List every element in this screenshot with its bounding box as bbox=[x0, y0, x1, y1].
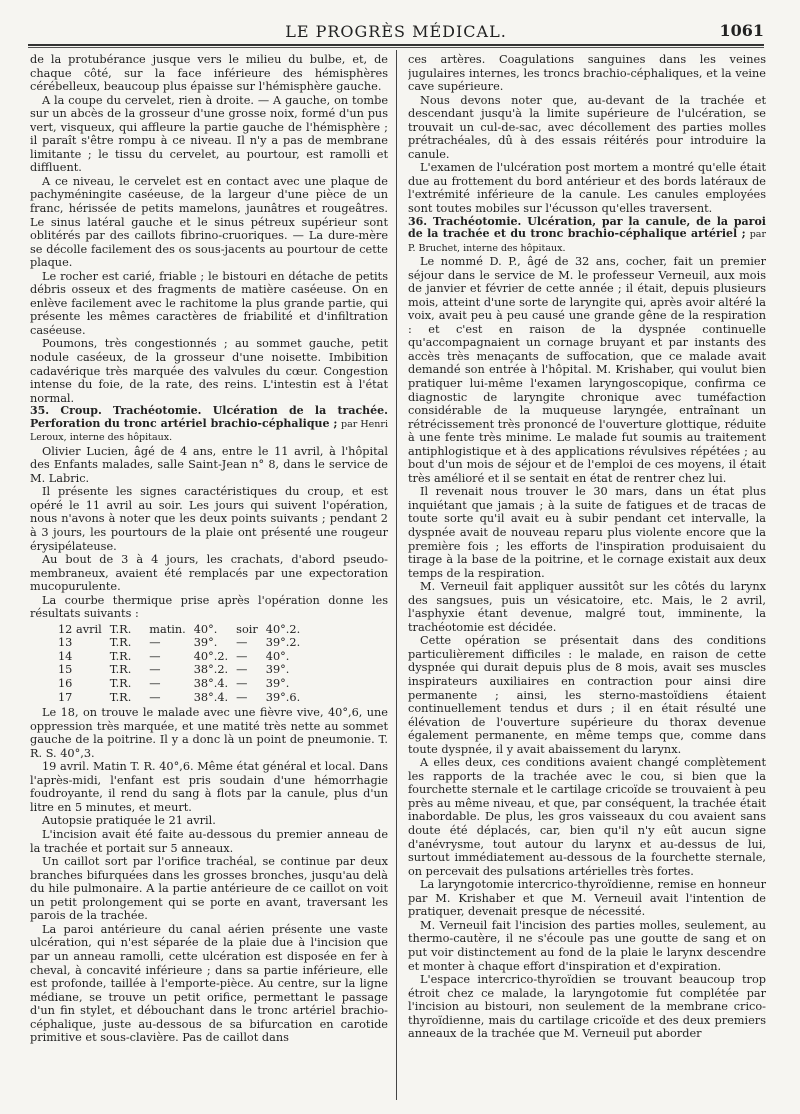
paragraph: La courbe thermique prise après l'opération donne les résultats suivants : bbox=[30, 593, 388, 621]
table-cell: 39°.6. bbox=[265, 690, 301, 704]
table-cell: 39°. bbox=[193, 636, 218, 650]
paragraph: Le nommé D. P., âgé de 32 ans, cocher, fait un premier séjour dans le service de M. le professeur Verneuil, aux mois de janvier et février de cette année ; il était, depuis plusieurs mois, atteint d'une sorte de laryngite qui, après avoir altéré la voix, avait peu à peu causé une grande gêne de la respiration : et c'est en raison de la dyspnée continuelle qu'accompagnaient un cornage bruyant et par instants des accès très menaçants de suffocation, que ce malade avait demandé son entrée à l'hôpital. M. Krishaber, qui voulut bien pratiquer lui-même l'examen laryngoscopique, confirma ce diagnostic de laryngite chronique avec tuméfaction considérable de la muqueuse laryngée, entraînant un rétrécissement très prononcé de l'ouverture glottique, réduite à une fente très minime. Le malade fut soumis au traitement antiphlogistique et à des applications révulsives répétées ; au bout d'un mois de séjour et de l'emploi de ces moyens, il était très amélioré et il se sentait en état de rentrer chez lui. bbox=[408, 255, 766, 485]
paragraph: M. Verneuil fait appliquer aussitôt sur les côtés du larynx des sangsues, puis un vésicatoire, etc. Mais, le 2 avril, l'asphyxie étant devenue, malgré tout, imminente, la trachéotomie est décidée. bbox=[408, 580, 766, 634]
paragraph: Autopsie pratiquée le 21 avril. bbox=[42, 814, 216, 828]
table-cell: — bbox=[149, 636, 161, 650]
table-cell: 13 bbox=[58, 636, 73, 650]
paragraph: Un caillot sort par l'orifice trachéal, se continue par deux branches bifurquées dans les grosses bronches, jusqu'au delà du hile pulmonaire. A la partie antérieure de ce caillot on voit un petit prolongement qui se porte en avant, traversant les parois de la trachée. bbox=[30, 855, 388, 923]
table-cell: T.R. bbox=[109, 636, 132, 650]
paragraph: Le rocher est carié, friable ; le bistouri en détache de petits débris osseux et des fragments de matière caséeuse. On en enlève facilement avec le rachitome la plus grande partie, qui présente les mêmes caractères de friabilité et d'infiltration caséeuse. bbox=[30, 269, 388, 337]
table-cell: 12 avril bbox=[58, 622, 102, 636]
table-row bbox=[58, 636, 308, 650]
section-35-heading bbox=[30, 405, 388, 445]
paragraph: L'examen de l'ulcération post mortem a montré qu'elle était due au frottement du bord antérieur et des bords latéraux de l'extrémité inférieure de la canule. Les canules employées sont toutes mobiles sur l'écusson qu'elles traversent. bbox=[408, 161, 766, 216]
table-cell: — bbox=[149, 649, 161, 663]
left-column bbox=[30, 53, 388, 1103]
table-cell: 16 bbox=[58, 677, 73, 691]
table-cell: soir bbox=[236, 622, 258, 636]
journal-title: LE PROGRÈS MÉDICAL. bbox=[285, 22, 507, 41]
table-cell: — bbox=[149, 677, 161, 691]
table-cell: — bbox=[236, 636, 248, 650]
paragraph: Il revenait nous trouver le 30 mars, dans un état plus inquiétant que jamais ; à la suite de fatigues et de tracas de toute sorte qu'il avait eu à subir pendant cet intervalle, la dyspnée avait de nouveau reparu plus violente encore que la première fois ; les efforts de l'inspiration produisaient du tirage à la base de la poitrine, et le cornage existait aux deux temps de la respiration. bbox=[408, 485, 766, 580]
section-author: par Henri Leroux, interne des hôpitaux. bbox=[30, 418, 388, 444]
table-cell: — bbox=[236, 690, 248, 704]
table-cell: — bbox=[236, 663, 248, 677]
table-cell: 38°.2. bbox=[193, 663, 229, 677]
table-cell: T.R. bbox=[109, 690, 132, 704]
temperature-table bbox=[58, 623, 308, 704]
paragraph: M. Verneuil fait l'incision des parties molles, seulement, au thermo-cautère, il ne s'écoule pas une goutte de sang et on put voir distinctement au fond de la plaie le larynx descendre et monter à chaque effort d'inspiration et d'expiration. bbox=[408, 918, 766, 973]
paragraph: Au bout de 3 à 4 jours, les crachats, d'abord pseudo-membraneux, avaient été remplacés par une expectoration mucopurulente. bbox=[30, 553, 388, 594]
header-rule bbox=[28, 44, 764, 48]
table-cell: 39°. bbox=[265, 663, 290, 677]
table-cell: 15 bbox=[58, 663, 73, 677]
paragraph: Olivier Lucien, âgé de 4 ans, entre le 11 avril, à l'hôpital des Enfants malades, salle Saint-Jean n° 8, dans le service de M. Labric. bbox=[30, 444, 388, 485]
paragraph: A elles deux, ces conditions avaient changé complètement les rapports de la trachée avec le cou, si bien que la fourchette sternale et le cartilage cricoïde se trouvaient à peu près au même niveau, et que, par conséquent, la trachée était inabordable. De plus, les gros vaisseaux du cou avaient sans doute été déplacés, car, bien qu'il n'y eût aucun signe d'anévrysme, tout autour du larynx et au-dessus de lui, surtout immédiatement au-dessous de la fourchette sternale, on percevait des pulsations artérielles très fortes. bbox=[408, 756, 766, 878]
table-cell: 17 bbox=[58, 690, 73, 704]
table-cell: T.R. bbox=[109, 649, 132, 663]
paragraph: A ce niveau, le cervelet est en contact avec une plaque de pachyméningite caséeuse, de la largeur d'une pièce de un franc, hérissée de petits mamelons, jaunâtres et rougeâtres. Le sinus latéral gauche et le sinus pétreux supérieur sont oblitérés par des caillots fibrino-cruoriques. — La dure-mère se décolle facilement des os sous-jacents au pourtour de cette plaque. bbox=[30, 174, 388, 270]
paragraph: Le 18, on trouve le malade avec une fièvre vive, 40°,6, une oppression très marquée, et une matité très nette au sommet gauche de la poitrine. Il y a donc là un point de pneumonie. T. R. S. 40°,3. bbox=[30, 706, 388, 760]
table-cell: T.R. bbox=[109, 677, 132, 691]
table-cell: 39°.2. bbox=[265, 636, 301, 650]
table-row bbox=[58, 650, 308, 664]
section-title: 35. Croup. Trachéotomie. Ulcération de la trachée. Perforation du tronc artériel brachio-céphalique ; bbox=[30, 404, 388, 430]
paragraph: La laryngotomie intercrico-thyroïdienne, remise en honneur par M. Krishaber et que M. Verneuil avait l'intention de pratiquer, devenait presque de nécessité. bbox=[408, 878, 766, 919]
paragraph: La paroi antérieure du canal aérien présente une vaste ulcération, qui n'est séparée de la plaie due à l'incision que par un anneau ramolli, cette ulcération est disposée en fer à cheval, à concavité inférieure ; dans sa partie inférieure, elle est profonde, taillée à l'emporte-pièce. Au centre, sur la ligne médiane, se trouve un petit orifice, permettant le passage d'un fin stylet, et débouchant dans le tronc artériel brachio-céphalique, juste au-dessous de sa bifurcation en carotide primitive et sous-clavière. Pas de caillot dans bbox=[30, 922, 388, 1045]
paragraph: L'incision avait été faite au-dessous du premier anneau de la trachée et portait sur 5 anneaux. bbox=[30, 828, 388, 855]
table-cell: 14 bbox=[58, 649, 73, 663]
paragraph: Nous devons noter que, au-devant de la trachée et descendant jusqu'à la limite supérieure de l'ulcération, se trouvait un cul-de-sac, avec décollement des parties molles prétrachéales, dû à des essais réitérés pour introduire la canule. bbox=[408, 93, 766, 161]
paragraph: Il présente les signes caractéristiques du croup, et est opéré le 11 avril au soir. Les jours qui suivent l'opération, nous n'avons à noter que les deux points suivants ; pendant 2 à 3 jours, les pourtours de la plaie ont présenté une rougeur érysipélateuse. bbox=[30, 485, 388, 553]
column-divider bbox=[396, 50, 397, 1100]
paragraph: Poumons, très congestionnés ; au sommet gauche, petit nodule caséeux, de la grosseur d'une noisette. Imbibition cadavérique très marquée des valvules du cœur. Congestion intense du foie, de la rate, des reins. L'intestin est à l'état normal. bbox=[30, 337, 388, 405]
table-cell: T.R. bbox=[109, 622, 132, 636]
table-cell: matin. bbox=[149, 622, 186, 636]
paragraph: Cette opération se présentait dans des conditions particulièrement difficiles : le malade, en raison de cette dyspnée qui durait depuis plus de 8 mois, avait ses muscles inspirateurs auxiliaires en contraction pour ainsi dire permanente ; ainsi, les sterno-mastoïdiens étaient continuellement tendus et durs ; il en était résulté une élévation de l'ouverture supérieure du thorax devenue également permanente, en même temps que, comme dans toute dyspnée, il y avait abaissement du larynx. bbox=[408, 634, 766, 756]
running-header bbox=[28, 20, 764, 42]
table-cell: — bbox=[236, 649, 248, 663]
page-number: 1061 bbox=[719, 21, 764, 40]
table-cell: 38°.4. bbox=[193, 677, 229, 691]
table-cell: 40°. bbox=[265, 649, 290, 663]
table-row bbox=[58, 677, 308, 691]
table-cell: — bbox=[149, 663, 161, 677]
paragraph: ces artères. Coagulations sanguines dans les veines jugulaires internes, les troncs brachio-céphaliques, et la veine cave supérieure. bbox=[408, 53, 766, 94]
section-title: 36. Trachéotomie. Ulcération, par la canule, de la paroi de la trachée et du tronc brachio-céphalique artériel ; bbox=[408, 214, 766, 241]
paragraph: A la coupe du cervelet, rien à droite. — A gauche, on tombe sur un abcès de la grosseur d'une grosse noix, formé d'un pus vert, visqueux, qui affleure la partie gauche de l'hémisphère ; il paraît s'être rompu à ce niveau. Il n'y a pas de membrane limitante ; le tissu du cervelet, au pourtour, est ramolli et diffluent. bbox=[30, 93, 388, 175]
table-row bbox=[58, 663, 308, 677]
section-author: par P. Bruchet, interne des hôpitaux. bbox=[408, 229, 766, 254]
paragraph: 19 avril. Matin T. R. 40°,6. Même état général et local. Dans l'après-midi, l'enfant est pris soudain d'une hémorrhagie foudroyante, il rend du sang à flots par la canule, plus d'un litre en 5 minutes, et meurt. bbox=[30, 760, 388, 814]
table-cell: 38°.4. bbox=[193, 690, 229, 704]
table-cell: 40°. bbox=[193, 622, 218, 636]
section-36-heading bbox=[408, 216, 766, 256]
table-cell: T.R. bbox=[109, 663, 132, 677]
table-cell: — bbox=[236, 677, 248, 691]
right-column bbox=[408, 53, 766, 1103]
table-row bbox=[58, 691, 308, 705]
table-cell: 40°.2. bbox=[193, 649, 229, 663]
paragraph: de la protubérance jusque vers le milieu du bulbe, et, de chaque côté, sur la face inférieure des hémisphères cérébelleux, beaucoup plus épaisse sur l'hémisphère gauche. bbox=[30, 53, 388, 94]
table-cell: 40°.2. bbox=[265, 622, 301, 636]
table-cell: 39°. bbox=[265, 677, 290, 691]
table-row bbox=[58, 623, 308, 637]
table-cell: — bbox=[149, 690, 161, 704]
paragraph: L'espace intercrico-thyroïdien se trouvant beaucoup trop étroit chez ce malade, la laryngotomie fut complétée par l'incision au bistouri, non seulement de la membrane crico-thyroïdienne, mais du cartilage cricoïde et des deux premiers anneaux de la trachée que M. Verneuil put aborder bbox=[408, 973, 766, 1041]
